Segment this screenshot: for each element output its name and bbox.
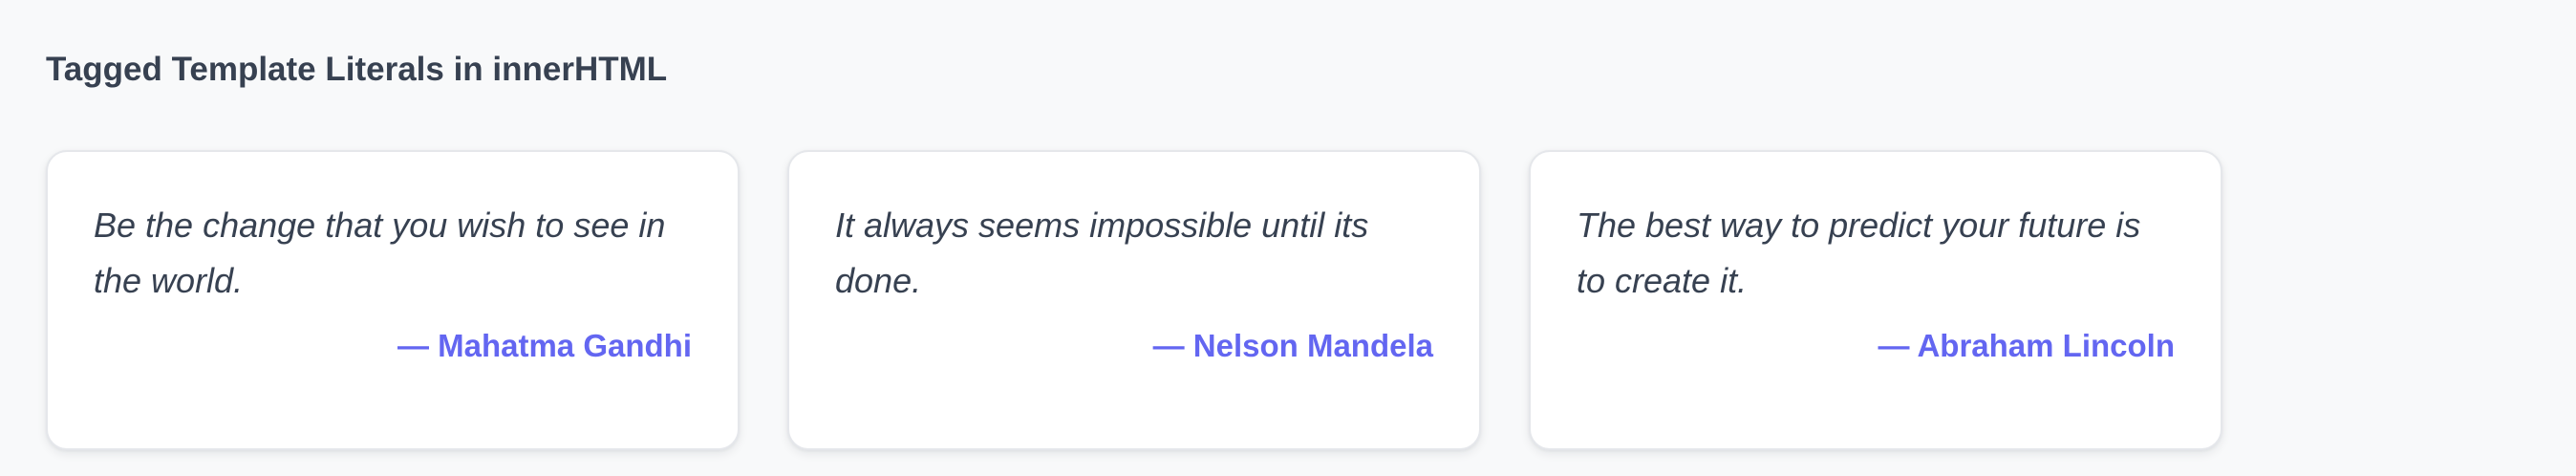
quote-card: [1529, 150, 2222, 450]
quote-card: [787, 150, 1481, 450]
quote-author: — Mahatma Gandhi: [397, 328, 692, 363]
quote-text: It always seems impossible until its done.: [835, 206, 1369, 300]
quote-text: Be the change that you wish to see in the world.: [94, 206, 666, 300]
quote-author: — Abraham Lincoln: [1878, 328, 2175, 363]
page-title: Tagged Template Literals in innerHTML: [46, 51, 668, 88]
quote-card: [46, 150, 740, 450]
quote-text: The best way to predict your future is to create it.: [1577, 206, 2141, 300]
quote-card-list: [46, 150, 2222, 450]
quote-author: — Nelson Mandela: [1152, 328, 1433, 363]
